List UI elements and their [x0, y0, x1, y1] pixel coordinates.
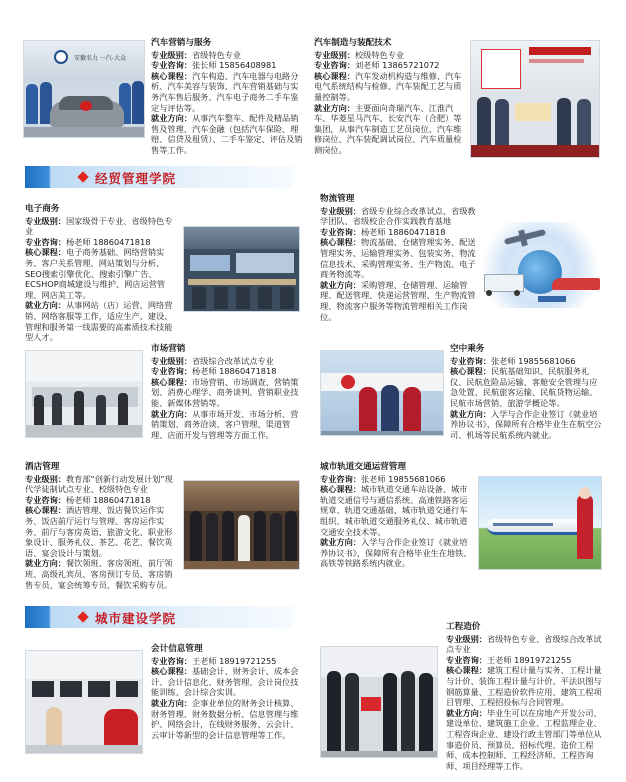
career-label: 就业方向： [446, 707, 487, 718]
train-icon [552, 278, 600, 290]
ecommerce-info [25, 204, 177, 343]
marketing-core: 市场营销、市场调查、营销策划、消费心理学、商务谈判、营销职业技能、新媒体营销等。 [151, 376, 299, 408]
level-label: 专业级别： [151, 355, 192, 366]
section-title-urban: 城市建设学院 [95, 611, 177, 626]
core-label: 核心课程： [25, 505, 66, 516]
hotel-photo [183, 480, 300, 570]
level-label: 专业级别： [446, 633, 487, 644]
career-label: 就业方向： [25, 558, 66, 569]
rail-transit-core: 城市轨道交通车站设备、城市轨道交通信号与通信系统、高速铁路客运规章、轨道交通基础、城市轨道交通行车组织、城市轨道交通服务礼仪、城市轨道交通安全技术等。 [320, 484, 468, 537]
air-service-photo [320, 350, 444, 436]
career-label: 就业方向： [320, 279, 361, 290]
auto-sales-level: 省级特色专业 [191, 49, 242, 60]
rail-transit-contact: 张老师 19855681066 [360, 473, 446, 484]
contact-label: 专业咨询： [25, 494, 66, 505]
auto-sales-photo-caption: 安徽名力 一汽-大众 [74, 55, 127, 62]
auto-sales-photo [23, 40, 145, 138]
logistics-level: 省级专业综合改革试点、省级教学团队、省级校企合作实践教育基地 [320, 205, 476, 227]
section-banner-economics [25, 166, 293, 188]
contact-label: 专业咨询： [151, 60, 192, 71]
hotel-level: 教育部“创新行动发展计划”现代学徒制试点专业、校级特色专业 [25, 473, 173, 495]
marketing-career: 从事市场开发、市场分析、营销策划、商务洽谈、客户管理、渠道管理、店面开发与管理等方面工作。 [151, 408, 299, 440]
ecommerce-core: 电子商务基础、网络营销实务、客户关系管理、网站策划与分析、SEO搜索引擎优化、搜索引擎广告、ECSHOP商城建设与维护、网店运营管理、网店美工等。 [25, 247, 166, 300]
contact-label: 专业咨询： [450, 355, 491, 366]
logistics-core: 物流基础、仓储管理实务、配送管理实务、运输管理实务、包装实务、物流信息技术、采购管理实务、生产物流、电子商务物流等。 [320, 237, 476, 280]
vw-logo-icon [54, 50, 68, 64]
auto-sales-title: 汽车营销与服务 [151, 38, 212, 48]
accounting-title: 会计信息管理 [151, 644, 203, 654]
hotel-career: 餐饮领班、客房领班、前厅领班、高级礼宾员、客房预订专员、客房销售专员、宴会统筹专员、餐饮采购专员。 [25, 558, 173, 590]
career-label: 就业方向： [151, 408, 192, 419]
red-ribbon-icon [80, 101, 92, 111]
hotel-core: 酒店管理、饭店餐饮运作实务、饭店前厅运行与管理、客房运作实务、前厅与客房英语、旅游文化、职业形象设计、服务礼仪、茶艺、花艺、餐饮英语、宴会设计与策划。 [25, 505, 173, 558]
accounting-photo [25, 650, 143, 754]
contact-label: 专业咨询： [320, 473, 361, 484]
section-title-economics: 经贸管理学院 [95, 171, 177, 186]
rail-transit-career: 入学与合作企业签订《就业培养协议书》，保障所有合格毕业生在地铁、高铁等铁路系统内就业。 [320, 537, 472, 569]
auto-manufacturing-core: 汽车发动机构造与维修、汽车电气系统结构与检修、汽车装配工艺与质量控制等。 [314, 70, 462, 102]
contact-label: 专业咨询： [314, 60, 355, 71]
accounting-core: 基础会计、财务会计、成本会计、会计信息化、财务管理、会计岗位技能训练、会计综合实训。 [151, 666, 299, 698]
air-service-contact: 张老师 19855681066 [490, 355, 576, 366]
contact-label: 专业咨询： [320, 226, 361, 237]
cost-engineering-contact: 王老师 18919721255 [486, 654, 572, 665]
ecommerce-career: 从事网站（店）运营、网络营销、网络客服等工作，适应生产、建设、管理和服务第一线需要的高素质技术技能型人才。 [25, 300, 173, 343]
auto-manufacturing-photo [470, 40, 600, 158]
level-label: 专业级别： [320, 205, 361, 216]
ecommerce-level: 国家级骨干专业、省级特色专业 [25, 215, 173, 237]
contact-label: 专业咨询： [25, 236, 66, 247]
rail-transit-title: 城市轨道交通运营管理 [320, 462, 406, 472]
logistics-career: 采购管理、仓储管理、运输管理、配送管理、快递运营管理、生产物流管理、物流客户服务等物流管理相关工作岗位。 [320, 279, 476, 322]
section-banner-urban [25, 606, 293, 628]
career-label: 就业方向： [25, 300, 66, 311]
cost-engineering-photo [320, 646, 438, 758]
career-label: 就业方向： [151, 113, 192, 124]
rail-transit-info [320, 462, 474, 569]
core-label: 核心课程： [446, 665, 487, 676]
career-label: 就业方向： [314, 102, 355, 113]
level-label: 专业级别： [25, 215, 66, 226]
ecommerce-title: 电子商务 [25, 204, 60, 214]
accounting-contact: 王老师 18919721255 [191, 655, 277, 666]
auto-manufacturing-contact: 刘老师 13865721072 [354, 60, 440, 71]
accounting-info [151, 644, 303, 740]
ecommerce-photo [183, 226, 300, 312]
air-service-career: 入学与合作企业签订《就业培养协议书》，保障所有合格毕业生在航空公司、机场等民航系统内就业。 [450, 408, 602, 440]
core-label: 核心课程： [320, 237, 361, 248]
air-service-info [450, 344, 602, 440]
contact-label: 专业咨询： [151, 366, 192, 377]
hotel-info [25, 462, 177, 590]
core-label: 核心课程： [151, 666, 192, 677]
hotel-title: 酒店管理 [25, 462, 60, 472]
core-label: 核心课程： [151, 70, 192, 81]
auto-manufacturing-level: 校级特色专业 [354, 49, 405, 60]
level-label: 专业级别： [25, 473, 66, 484]
air-service-core: 民航基础知识、民航服务礼仪、民航危险品运输、客舱安全管理与应急处置、民航旅客运输、民航货物运输、民航市场营销、旅游学概论等。 [450, 366, 598, 408]
hotel-contact: 杨老师 18860471818 [65, 494, 151, 505]
marketing-contact: 杨老师 18860471818 [191, 366, 277, 377]
contact-label: 专业咨询： [446, 654, 487, 665]
accounting-career: 企事业单位的财务会计核算、财务管理、财务数据分析、信息管理与维护、网络会计，在线财务服务、云会计、云审计等新型的会计信息管理等工作。 [151, 697, 299, 740]
cost-engineering-title: 工程造价 [446, 622, 481, 632]
auto-sales-info [151, 38, 303, 156]
core-label: 核心课程： [151, 376, 192, 387]
auto-manufacturing-title: 汽车制造与装配技术 [314, 38, 392, 48]
core-label: 核心课程： [314, 70, 355, 81]
airline-logo-icon [341, 375, 355, 389]
core-label: 核心课程： [450, 366, 491, 377]
core-label: 核心课程： [25, 247, 66, 258]
marketing-level: 省级综合改革试点专业 [191, 355, 274, 366]
rail-transit-photo [478, 476, 602, 570]
diamond-icon [77, 611, 88, 622]
logistics-title: 物流管理 [320, 194, 355, 204]
logistics-contact: 杨老师 18860471818 [360, 226, 446, 237]
cost-engineering-core: 建筑工程计量与实务、工程计量与计价、装饰工程计量与计价、平法识图与钢筋算量、工程造价软件应用、建筑工程项目管理、工程招投标与合同管理。 [446, 665, 602, 708]
auto-sales-core: 汽车构造、汽车电器与电路分析、汽车美容与装饰、汽车营销基础与实务汽车售后服务、汽车电子商务二手车鉴定与评估等。 [151, 70, 299, 113]
level-label: 专业级别： [314, 49, 355, 60]
core-label: 核心课程： [320, 484, 361, 495]
logistics-photo [478, 222, 602, 308]
contact-label: 专业咨询： [151, 655, 192, 666]
auto-manufacturing-info [314, 38, 466, 156]
air-service-title: 空中乘务 [450, 344, 485, 354]
ecommerce-contact: 杨老师 18860471818 [65, 236, 151, 247]
career-label: 就业方向： [151, 697, 192, 708]
logistics-info [320, 194, 478, 322]
auto-sales-contact: 张长师 15856408981 [191, 60, 277, 71]
cost-engineering-career: 毕业生可以在房地产开发公司、建设单位、建筑施工企业、工程监理企业、工程咨询企业、建设行政主管部门等单位从事造价员、预算员、招标代理、造价工程师、成本控制师、工程经济师、工程咨询师、项目经理等工作。 [446, 707, 602, 771]
level-label: 专业级别： [151, 49, 192, 60]
career-label: 就业方向： [450, 408, 491, 419]
marketing-title: 市场营销 [151, 344, 186, 354]
marketing-photo [25, 350, 143, 438]
auto-sales-career: 从事汽车整车、配件及精品销售及管理、汽车金融（包括汽车保险、理赔、信贷及租赁）、二手车鉴定、评估及销售等工作。 [151, 113, 303, 155]
cost-engineering-info [446, 622, 602, 771]
career-label: 就业方向： [320, 537, 361, 548]
auto-manufacturing-career: 主要面向奇瑞汽车、江淮汽车、华菱星马汽车、长安汽车（合肥）等集团，从事汽车制造工艺员岗位、汽车维修岗位、汽车装配调试岗位、汽车质量检测岗位。 [314, 102, 462, 155]
diamond-icon [77, 171, 88, 182]
cost-engineering-level: 省级特色专业、省级综合改革试点专业 [446, 633, 602, 655]
marketing-info [151, 344, 303, 440]
bullet-train-icon [487, 519, 579, 535]
award-box-icon [361, 697, 381, 711]
